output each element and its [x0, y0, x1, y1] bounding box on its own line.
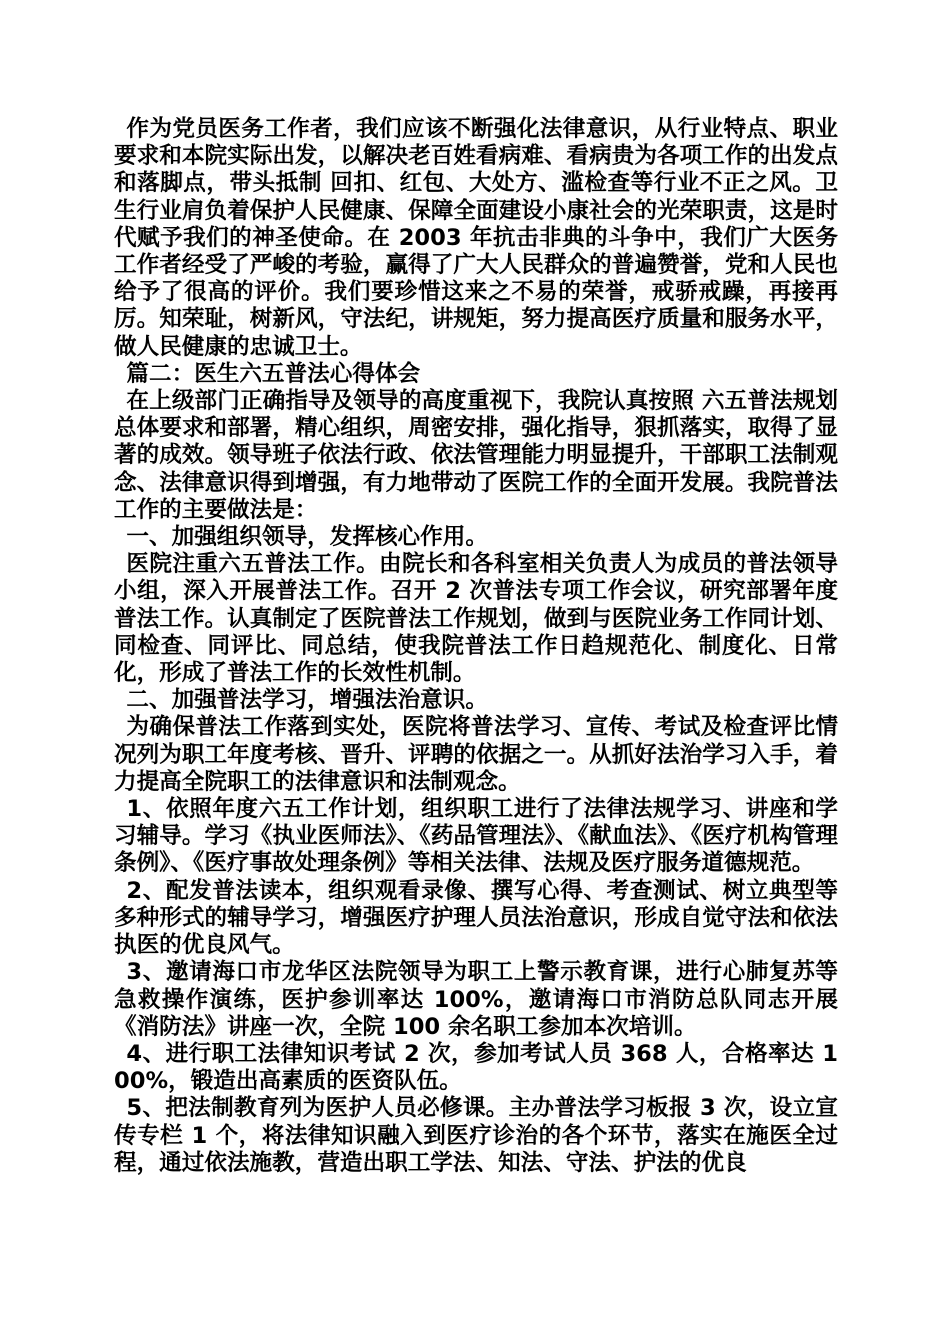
section-title: 篇二：医生六五普法心得体会	[126, 360, 421, 387]
paragraph-organization: 医院注重六五普法工作。由院长和各科室相关负责人为成员的普法领导小组，深入开展普法工作。召开 2 次普法专项工作会议，研究部署年度普法工作。认真制定了医院普法工作规划，做到与医院业务工作同计划、同检查、同评比、同总结，使我院普法工作日趋规范化、制度化、日常化，形成了普法工作的长效性机制。	[114, 551, 838, 687]
list-item-5: 5、把法制教育列为医护人员必修课。主办普法学习板报 3 次，设立宣传专栏 1 个，将法律知识融入到医疗诊治的各个环节，落实在施医全过程，通过依法施教，营造出职工学法、知法、守法、护法的优良	[114, 1095, 838, 1176]
paragraph-overview: 在上级部门正确指导及领导的高度重视下，我院认真按照 六五普法规划总体要求和部署，精心组织，周密安排，强化指导，狠抓落实，取得了显著的成效。领导班子依法行政、依法管理能力明显提升，干部职工法制观念、法律意识得到增强，有力地带动了医院工作的全面开发展。我院普法工作的主要做法是：	[114, 388, 838, 523]
list-item-2: 2、配发普法读本，组织观看录像、撰写心得、考查测试、树立典型等多种形式的辅导学习，增强医疗护理人员法治意识，形成自觉守法和依法执医的优良风气。	[114, 877, 838, 959]
paragraph-intro: 作为党员医务工作者，我们应该不断强化法律意识，从行业特点、职业要求和本院实际出发，以解决老百姓看病难、看病贵为各项工作的出发点和落脚点，带头抵制 回扣、红包、大处方、滥检查等行业不正之风。卫生行业肩负着保护人民健康、保障全面建设小康社会的光荣职责，这是时代赋予我们的神圣使命。在 2003 年抗击非典的斗争中，我们广大医务工作者经受了严峻的考验，赢得了广大人民群众的普遍赞誉，党和人民也给予了很高的评价。我们要珍惜这来之不易的荣誉，戒骄戒躁，再接再厉。知荣耻，树新风，守法纪，讲规矩，努力提高医疗质量和服务水平，做人民健康的忠诚卫士。	[114, 116, 838, 360]
list-item-3: 3、邀请海口市龙华区法院领导为职工上警示教育课，进行心肺复苏等急救操作演练，医护参训率达 100%，邀请海口市消防总队同志开展《消防法》讲座一次，全院 100 余名职工参加本次培训。	[114, 959, 838, 1040]
heading-organization: 一、加强组织领导，发挥核心作用。	[126, 524, 488, 551]
paragraph-study: 为确保普法工作落到实处，医院将普法学习、宣传、考试及检查评比情况列为职工年度考核、晋升、评聘的依据之一。从抓好法治学习入手，着力提高全院职工的法律意识和法制观念。	[114, 714, 838, 795]
heading-study: 二、加强普法学习，增强法治意识。	[126, 687, 488, 714]
list-item-4: 4、进行职工法律知识考试 2 次，参加考试人员 368 人，合格率达 100%，锻造出高素质的医资队伍。	[114, 1040, 838, 1095]
list-item-1: 1、依照年度六五工作计划，组织职工进行了法律法规学习、讲座和学习辅导。学习《执业医师法》、《药品管理法》、《献血法》、《医疗机构管理条例》、《医疗事故处理条例》等相关法律、法规及医疗服务道德规范。	[114, 796, 838, 877]
document-body	[114, 116, 838, 1177]
